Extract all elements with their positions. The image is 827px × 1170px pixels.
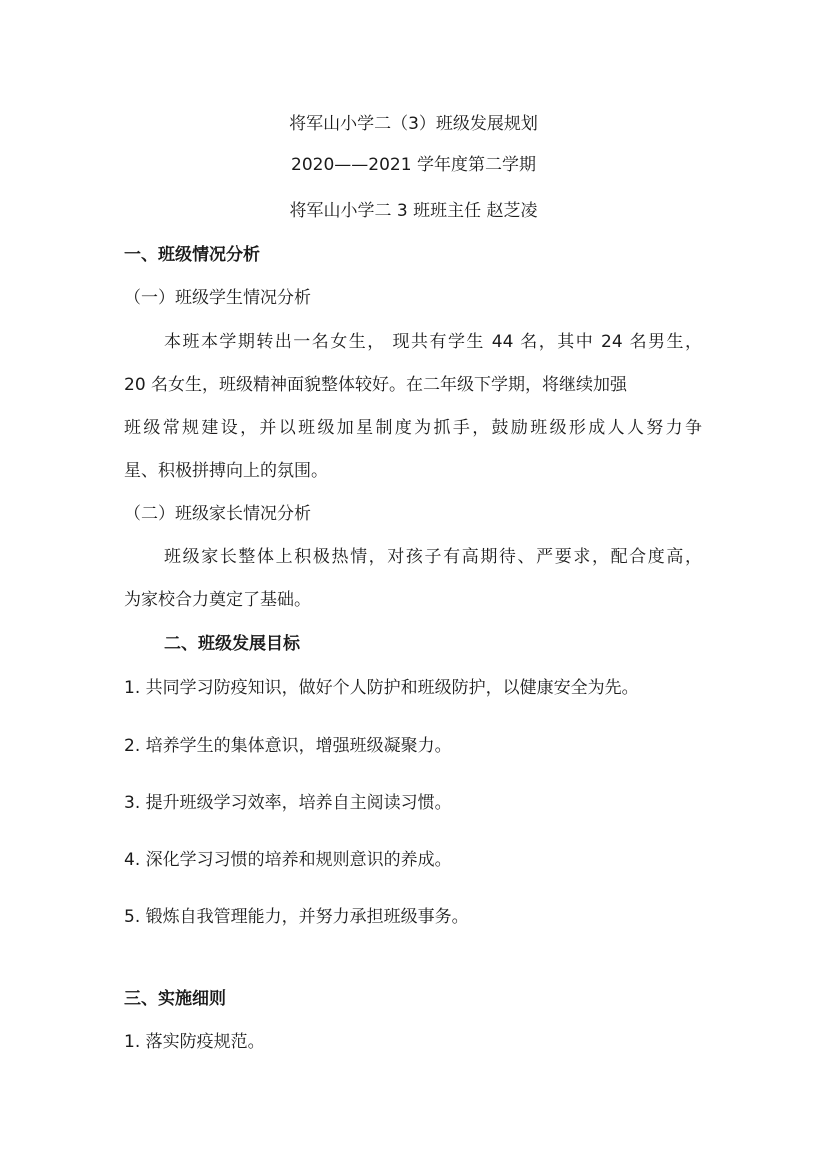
section-1-1-heading: （一）班级学生情况分析 [124, 288, 311, 308]
goal-item: 4. 深化学习习惯的培养和规则意识的养成。 [124, 850, 452, 870]
paragraph-line: 本班本学期转出一名女生， 现共有学生 44 名，其中 24 名男生， [164, 332, 702, 352]
paragraph-line: 星、积极拼搏向上的氛围。 [124, 461, 328, 481]
goal-item: 2. 培养学生的集体意识，增强班级凝聚力。 [124, 736, 452, 756]
paragraph-line: 班级常规建设，并以班级加星制度为抓手，鼓励班级形成人人努力争 [124, 418, 702, 438]
document-author: 将军山小学二 3 班班主任 赵芝凌 [289, 201, 538, 221]
goal-item: 1. 共同学习防疫知识，做好个人防护和班级防护，以健康安全为先。 [124, 678, 639, 698]
goal-item: 5. 锻炼自我管理能力，并努力承担班级事务。 [124, 907, 469, 927]
section-1-2-heading: （二）班级家长情况分析 [124, 504, 311, 524]
section-2-heading: 二、班级发展目标 [164, 634, 300, 654]
paragraph-line: 班级家长整体上积极热情，对孩子有高期待、严要求，配合度高， [164, 547, 702, 567]
section-3-heading: 三、实施细则 [124, 989, 226, 1009]
section-1-heading: 一、班级情况分析 [124, 245, 260, 265]
document-term: 2020——2021 学年度第二学期 [291, 155, 536, 175]
paragraph-line: 20 名女生，班级精神面貌整体较好。在二年级下学期，将继续加强 [124, 375, 628, 395]
implementation-item: 1. 落实防疫规范。 [124, 1032, 265, 1052]
paragraph-line: 为家校合力奠定了基础。 [124, 590, 311, 610]
goal-item: 3. 提升班级学习效率，培养自主阅读习惯。 [124, 793, 452, 813]
document-title: 将军山小学二（3）班级发展规划 [289, 114, 538, 134]
